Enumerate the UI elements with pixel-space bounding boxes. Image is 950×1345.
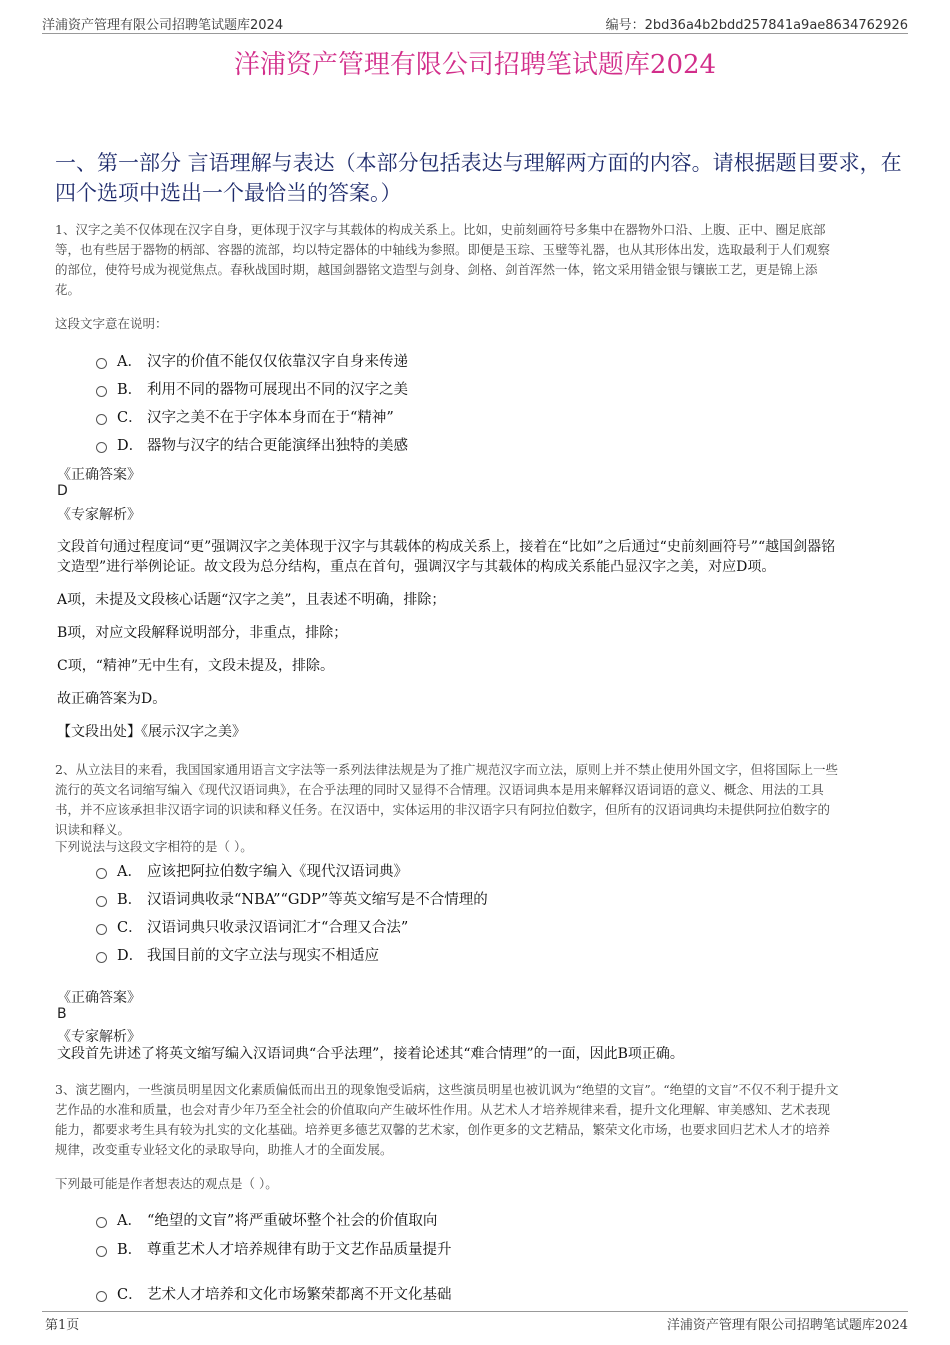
analysis-line: B项，对应文段解释说明部分，非重点，排除； — [57, 625, 348, 641]
header-doc-number: 编号：2bd36a4b2bdd257841a9ae8634762926 — [605, 18, 908, 33]
stem-line: 识读和释义。 — [55, 822, 131, 837]
analysis-line: 文段首句通过程度词“更”强调汉字之美体现于汉字与其载体的构成关系上，接着在“比如”之后通过“史前刻画符号”“越国剑器铭 — [57, 539, 836, 555]
q1-analysis-label: 《专家解析》 — [57, 507, 141, 523]
stem-line: 2、从立法目的来看，我国国家通用语言文字法等一系列法律法规是为了推广规范汉字而立法，原则上并不禁止使用外国文字，但将国际上一些 — [55, 762, 838, 777]
q2-option-b[interactable]: B． 汉语词典收录“NBA”“GDP”等英文缩写是不合情理的 — [96, 888, 488, 909]
stem-line: 的部位，使符号成为视觉焦点。春秋战国时期，越国剑器铭文造型与剑身、剑格、剑首浑然一体，铭文采用错金银与镶嵌工艺，更是锦上添 — [55, 262, 818, 277]
q2-answer-label: 《正确答案》 — [57, 990, 141, 1006]
q1-option-d[interactable]: D． 器物与汉字的结合更能演绎出独特的美感 — [96, 434, 408, 455]
analysis-line: 故正确答案为D。 — [57, 691, 167, 707]
question-2-prompt: 下列说法与这段文字相符的是（ ）。 — [55, 839, 253, 854]
q1-answer-label: 《正确答案》 — [57, 467, 141, 483]
q2-option-d[interactable]: D． 我国目前的文字立法与现实不相适应 — [96, 944, 379, 965]
radio-icon[interactable] — [96, 358, 107, 369]
q2-option-a[interactable]: A． 应该把阿拉伯数字编入《现代汉语词典》 — [96, 860, 408, 881]
footer-page-number: 第1页 — [45, 1318, 80, 1333]
q3-option-a[interactable]: A． “绝望的文盲”将严重破坏整个社会的价值取向 — [96, 1209, 437, 1230]
question-3-prompt: 下列最可能是作者想表达的观点是（ ）。 — [55, 1176, 278, 1191]
q1-analysis — [57, 537, 907, 577]
radio-icon[interactable] — [96, 952, 107, 963]
radio-icon[interactable] — [96, 442, 107, 453]
stem-line: 艺作品的水准和质量，也会对青少年乃至全社会的价值取向产生破坏性作用。从艺术人才培养规律来看，提升文化理解、审美感知、艺术表现 — [55, 1102, 831, 1117]
q1-answer: D — [57, 483, 68, 499]
question-1-stem — [55, 220, 895, 300]
analysis-source: 【文段出处】《展示汉字之美》 — [57, 724, 246, 740]
radio-icon[interactable] — [96, 868, 107, 879]
question-1-prompt: 这段文字意在说明： — [55, 316, 168, 331]
q3-option-c[interactable]: C． 艺术人才培养和文化市场繁荣都离不开文化基础 — [96, 1283, 452, 1304]
stem-line: 流行的英文名词缩写编入《现代汉语词典》，在合乎法理的同时又显得不合情理。汉语词典本是用来解释汉语词语的意义、概念、用法的工具 — [55, 782, 824, 797]
analysis-line: C项，“精神”无中生有，文段未提及，排除。 — [57, 658, 335, 674]
analysis-line: A项，未提及文段核心话题“汉字之美”，且表述不明确，排除； — [57, 592, 446, 608]
document-title: 洋浦资产管理有限公司招聘笔试题库2024 — [233, 50, 717, 80]
stem-line: 能力，都要求考生具有较为扎实的文化基础。培养更多德艺双馨的艺术家，创作更多的文艺精品，繁荣文化市场，也要求回归艺术人才的培养 — [55, 1122, 831, 1137]
section-heading: 一、第一部分 言语理解与表达（本部分包括表达与理解两方面的内容。请根据题目要求，在四个选项中选出一个最恰当的答案。） — [55, 151, 902, 205]
q2-analysis-label: 《专家解析》 — [57, 1029, 141, 1045]
radio-icon[interactable] — [96, 1217, 107, 1228]
analysis-line: 文造型”进行举例论证。故文段为总分结构，重点在首句，强调汉字与其载体的构成关系能凸显汉字之美，对应D项。 — [57, 559, 776, 575]
q1-option-a[interactable]: A． 汉字的价值不能仅仅依靠汉字自身来传递 — [96, 350, 408, 371]
radio-icon[interactable] — [96, 924, 107, 935]
question-2-stem — [55, 760, 905, 840]
question-3-stem — [55, 1080, 905, 1160]
q1-option-c[interactable]: C． 汉字之美不在于字体本身而在于“精神” — [96, 406, 394, 427]
q1-option-b[interactable]: B． 利用不同的器物可展现出不同的汉字之美 — [96, 378, 408, 399]
footer-divider — [42, 1311, 908, 1312]
stem-line: 书，并不应该承担非汉语字词的识读和释义任务。在汉语中，实体运用的非汉语字只有阿拉伯数字，但所有的汉语词典均未提供阿拉伯数字的 — [55, 802, 831, 817]
stem-line: 规律，改变重专业轻文化的录取导向，助推人才的全面发展。 — [55, 1142, 393, 1157]
q2-option-c[interactable]: C． 汉语词典只收录汉语词汇才“合理又合法” — [96, 916, 408, 937]
q2-answer: B — [57, 1006, 67, 1022]
q3-option-b[interactable]: B． 尊重艺术人才培养规律有助于文艺作品质量提升 — [96, 1238, 452, 1259]
stem-line: 等，也有些居于器物的柄部、容器的流部，均以特定器体的中轴线为参照。即便是玉琮、玉璧等礼器，也从其形体出发，选取最利于人们观察 — [55, 242, 831, 257]
stem-line: 花。 — [55, 282, 81, 297]
header-divider — [42, 33, 908, 34]
header-left-title: 洋浦资产管理有限公司招聘笔试题库2024 — [42, 18, 284, 33]
radio-icon[interactable] — [96, 414, 107, 425]
radio-icon[interactable] — [96, 896, 107, 907]
radio-icon[interactable] — [96, 1291, 107, 1302]
stem-line: 3、演艺圈内，一些演员明星因文化素质偏低而出丑的现象饱受诟病，这些演员明星也被讥讽为“绝望的文盲”。“绝望的文盲”不仅不利于提升文 — [55, 1082, 839, 1097]
stem-line: 1、汉字之美不仅体现在汉字自身，更体现于汉字与其载体的构成关系上。比如，史前刻画符号多集中在器物外口沿、上腹、正中、圈足底部 — [55, 222, 826, 237]
radio-icon[interactable] — [96, 1246, 107, 1257]
q2-analysis: 文段首先讲述了将英文缩写编入汉语词典“合乎法理”，接着论述其“难合情理”的一面，因此B项正确。 — [57, 1046, 684, 1062]
radio-icon[interactable] — [96, 386, 107, 397]
footer-title: 洋浦资产管理有限公司招聘笔试题库2024 — [666, 1318, 908, 1333]
